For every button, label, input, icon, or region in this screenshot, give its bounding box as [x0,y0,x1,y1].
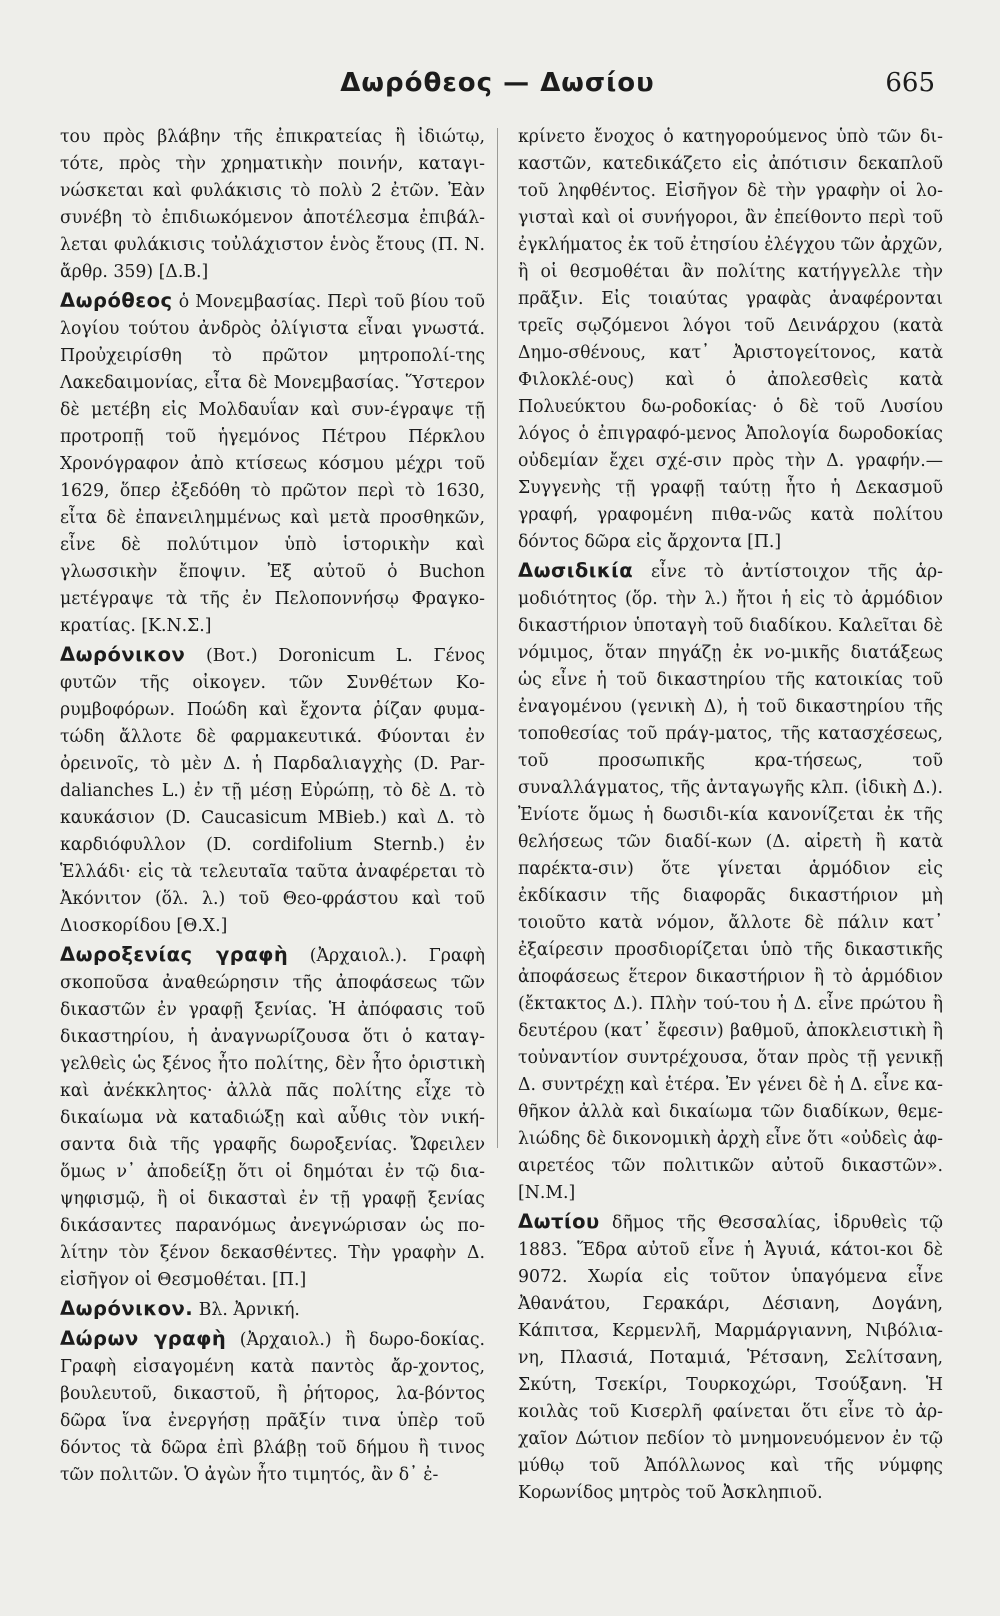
entry-continuation [518,124,943,556]
entry-dorotheos [60,287,485,640]
entry-text: κρίνετο ἔνοχος ὁ κατηγορούμενος ὑπὸ τῶν δι-καστῶν, κατεδικάζετο εἰς ἀπότισιν δεκαπλοῦ τοῦ ληφθέντος. Εἰσῆγον δὲ τὴν γραφὴν οἱ λο-γισταὶ καὶ οἱ συνήγοροι, ἂν ἐπείθοντο περὶ τοῦ ἐγκλήματος ἐκ τοῦ ἐτησίου ἐλέγχου τῶν ἀρχῶν, ἢ οἱ θεσμοθέται ἂν πολίτης κατήγγελλε τὴν πρᾶξιν. Εἰς τοιαύτας γραφὰς ἀναφέρονται τρεῖς σῳζόμενοι λόγοι τοῦ Δεινάρχου (κατὰ Δημο-σθένους, κατ᾿ Ἀριστογείτονος, κατὰ Φιλοκλέ-ους) καὶ ὁ ἀπολεσθεὶς κατὰ Πολυεύκτου δω-ροδοκίας· ὁ δὲ τοῦ Λυσίου λόγος ὁ ἐπιγραφό-μενος Ἀπολογία δωροδοκίας οὐδεμίαν ἔχει σχέ-σιν πρὸς τὴν Δ. γραφήν.—Συγγενὴς τῇ γραφῇ ταύτῃ ἦτο ἡ Δεκασμοῦ γραφή, γραφομένη πιθα-νῶς κατὰ πολίτου δόντος δῶρα εἰς ἄρχοντα [Π.] [518,127,943,552]
entry-headword: Δωρόνικον. [60,1297,194,1320]
entry-continuation [60,124,485,286]
entry-doronikon-ref [60,1295,485,1324]
right-column [518,124,943,1508]
entry-doronikon [60,641,485,940]
page-number: 665 [885,68,935,98]
running-title: Δωρόθεος — Δωσίου [340,68,655,98]
entry-headword: Δωροξενίας γραφὴ [60,943,289,966]
entry-doron-graphe [60,1325,485,1489]
entry-text: ὁ Μονεμβασίας. Περὶ τοῦ βίου τοῦ λογίου τούτου ἀνδρὸς ὀλίγιστα εἶναι γνωστά. Προὐχειρίσθη τὸ πρῶτον μητροπολί-της Λακεδαιμονίας, εἶτα δὲ Μονεμβασίας. Ὕστερον δὲ μετέβη εἰς Μολδαυΐαν καὶ συν-έγραψε τῇ προτροπῇ τοῦ ἡγεμόνος Πέτρου Πέρκλου Χρονόγραφον ἀπὸ κτίσεως κόσμου μέχρι τοῦ 1629, ὅπερ ἐξεδόθη τὸ πρῶτον περὶ τὸ 1630, εἶτα δὲ ἐπανειλημμένως καὶ μετὰ προσθηκῶν, εἶνε δὲ πολύτιμον ὑπὸ ἱστορικὴν καὶ γλωσσικὴν ἔποψιν. Ἐξ αὐτοῦ ὁ Buchon μετέγραψε τὰ τῆς ἐν Πελοποννήσῳ Φραγκο-κρατίας. [Κ.Ν.Σ.] [60,292,485,636]
entry-headword: Δωτίου [518,1210,600,1233]
entry-headword: Δωσιδικία [518,559,634,582]
entry-text: δῆμος τῆς Θεσσαλίας, ἱδρυθεὶς τῷ 1883. Ἕδρα αὐτοῦ εἶνε ἡ Ἀγυιά, κάτοι-κοι δὲ 9072. Χωρία εἰς τοῦτον ὑπαγόμενα εἶνε Ἀθανάτου, Γερακάρι, Δέσιανη, Δογάνη, Κάπιτσα, Κερμενλῆ, Μαρμάργιαννη, Νιβόλια-νη, Πλασιά, Ποταμιά, Ῥέτσανη, Σελίτσανη, Σκύτη, Τσεκίρι, Τουρκοχώρι, Τσούξανη. Ἡ κοιλὰς τοῦ Κισερλῆ φαίνεται ὅτι εἶνε τὸ ἀρ-χαῖον Δώτιον πεδίον τὸ μνημονευόμενον ἐν τῷ μύθῳ τοῦ Ἀπόλλωνος καὶ τῆς νύμφης Κορωνίδος μητρὸς τοῦ Ἀσκληπιοῦ. [518,1213,943,1503]
entry-doroxenias [60,941,485,1294]
entry-text: (Βοτ.) Doronicum L. Γένος φυτῶν τῆς οἰκογεν. τῶν Συνθέτων Κο-ρυμβοφόρων. Ποώδη καὶ ἔχοντα ῥίζαν φυμα-τώδη ἄλλοτε δὲ φαρμακευτικά. Φύονται ἐν ὀρεινοῖς, τὸ μὲν Δ. ἡ Παρδαλιαγχὴς (D. Par-dalianches L.) ἐν τῇ μέσῃ Εὐρώπῃ, τὸ δὲ Δ. τὸ καυκάσιον (D. Caucasicum MBieb.) καὶ Δ. τὸ καρδιόφυλλον (D. cordifolium Sternb.) ἐν Ἑλλάδι· εἰς τὰ τελευταῖα ταῦτα ἀναφέρεται τὸ Ἀκόνιτον (ὅλ. λ.) τοῦ Θεο-φράστου καὶ τοῦ Διοσκορίδου [Θ.Χ.] [60,646,485,936]
entry-text: (Ἀρχαιολ.). Γραφὴ σκοποῦσα ἀναθεώρησιν τῆς ἀποφάσεως τῶν δικαστῶν ἐν γραφῇ ξενίας. Ἡ ἀπόφασις τοῦ δικαστηρίου, ἡ ἀναγνωρίζουσα ὅτι ὁ καταγ-γελθεὶς ὡς ξένος ἦτο πολίτης, δὲν ἦτο ὁριστικὴ καὶ ἀνέκκλητος· ἀλλὰ πᾶς πολίτης εἶχε τὸ δικαίωμα νὰ καταδιώξῃ καὶ αὖθις τὸν νική-σαντα διὰ τῆς γραφῆς δωροξενίας. Ὤφειλεν ὅμως ν᾿ ἀποδείξῃ ὅτι οἱ δημόται ἐν τῷ δια-ψηφισμῷ, ἢ οἱ δικασταὶ ἐν τῇ γραφῇ ξενίας δικάσαντες παρανόμως ἀνεγνώρισαν ὡς πο-λίτην τὸν ξένον δεκασθέντες. Τὴν γραφὴν Δ. εἰσῆγον οἱ Θεσμοθέται. [Π.] [60,946,486,1290]
entry-text: (Ἀρχαιολ.) ἢ δωρο-δοκίας. Γραφὴ εἰσαγομένη κατὰ παντὸς ἄρ-χοντος, βουλευτοῦ, δικαστοῦ, ἢ ῥήτορος, λα-βόντος δῶρα ἵνα ἐνεργήσῃ πρᾶξίν τινα ὑπὲρ τοῦ δόντος τὰ δῶρα ἐπὶ βλάβῃ τοῦ δήμου ἢ τινος τῶν πολιτῶν. Ὁ ἀγὼν ἦτο τιμητός, ἂν δ᾿ ἐ- [60,1330,486,1485]
left-column [60,124,485,1490]
entry-dotiou [518,1208,943,1507]
entry-text: εἶνε τὸ ἀντίστοιχον τῆς ἁρ-μοδιότητος (ὅρ. τὴν λ.) ἤτοι ἡ εἰς τὸ ἁρμόδιον δικαστήριον ὑποταγὴ τοῦ διαδίκου. Καλεῖται δὲ νόμιμος, ὅταν πηγάζῃ ἐκ νο-μικῆς διατάξεως ὡς εἶνε ἡ τοῦ δικαστηρίου τῆς κατοικίας τοῦ ἐναγομένου (γενικὴ Δ), ἡ τοῦ δικαστηρίου τῆς τοποθεσίας τοῦ πράγ-ματος, τῆς κατασχέσεως, τοῦ προσωπικῆς κρα-τήσεως, τοῦ συναλλάγματος, τῆς ἀνταγωγῆς κλπ. (ἰδικὴ Δ.). Ἐνίοτε ὅμως ἡ δωσιδι-κία κανονίζεται ἐκ τῆς θελήσεως τῶν διαδί-κων (Δ. αἱρετὴ ἢ κατὰ παρέκτα-σιν) ὅτε γίνεται ἁρμόδιον εἰς ἐκδίκασιν τῆς διαφορᾶς δικαστήριον μὴ τοιοῦτο κατὰ νόμον, ἄλλοτε δὲ πάλιν κατ᾿ ἐξαίρεσιν προσδιορίζεται ὑπὸ τῆς δικαστικῆς ἀποφάσεως ἕτερον δικαστήριον ἢ τὸ ἁρμόδιον (ἔκτακτος Δ.). Πλὴν τού-του ἡ Δ. εἶνε πρώτου ἢ δευτέρου (κατ᾿ ἔφεσιν) βαθμοῦ, ἀποκλειστικὴ ἢ τοὐναντίον συντρέχουσα, ὅταν πρὸς τῇ γενικῇ Δ. συντρέχῃ καὶ ἑτέρα. Ἐν γένει δὲ ἡ Δ. εἶνε κα-θῆκον ἀλλὰ καὶ δικαίωμα τῶν διαδίκων, θεμε-λιώδης δὲ δικονομικὴ ἀρχὴ εἶνε ὅτι «οὐδεὶς ἀφ-αιρετέος τῶν πολιτικῶν αὐτοῦ δικαστῶν». [Ν.Μ.] [518,562,943,1203]
entry-text: Βλ. Ἀρνική. [198,1300,300,1320]
entry-headword: Δωρόθεος [60,289,173,312]
page-header [60,68,935,108]
entry-headword: Δωρόνικον [60,643,186,666]
entry-text: του πρὸς βλάβην τῆς ἐπικρατείας ἢ ἰδιώτῳ, τότε, πρὸς τὴν χρηματικὴν ποινήν, καταγι-νώσκεται καὶ φυλάκισις τὸ πολὺ 2 ἐτῶν. Ἐὰν συνέβη τὸ ἐπιδιωκόμενον ἀποτέλεσμα ἐπιβάλ-λεται φυλάκισις τοὐλάχιστον ἑνὸς ἔτους (Π. Ν. ἄρθρ. 359) [Δ.Β.] [60,127,485,282]
entry-dosidikia [518,557,943,1207]
column-divider [497,128,498,1148]
entry-headword: Δώρων γραφὴ [60,1327,227,1350]
